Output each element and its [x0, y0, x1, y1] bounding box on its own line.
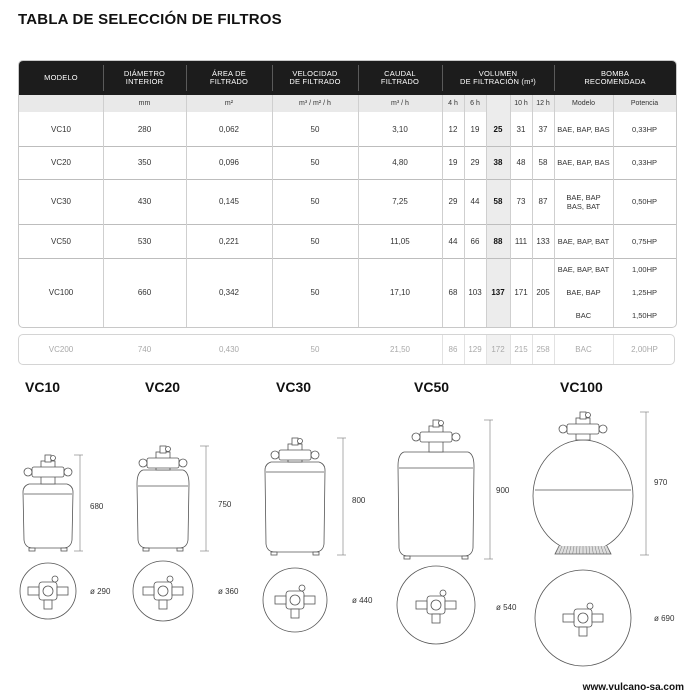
vc200-velocidad: 50 [310, 345, 320, 354]
valve-port [311, 451, 319, 459]
valve-housing [147, 458, 179, 468]
row-bomba-modelo: BAE, BAP, BAT [557, 236, 610, 246]
top-view-handle [431, 600, 441, 610]
pressure-gauge [298, 439, 303, 444]
row-diametro: 350 [137, 158, 152, 167]
valve-port [24, 468, 32, 476]
row-volumen-4: 111 [514, 236, 528, 246]
row-bomba-modelo: BAE, BAP [566, 288, 601, 297]
unit-hour-4: 10 h [514, 100, 528, 107]
top-view-gauge [440, 590, 446, 596]
height-dimension: 800 [352, 496, 366, 505]
diagram-title: VC30 [276, 379, 312, 395]
top-view-port [563, 614, 574, 622]
vc200-bomba-modelo: BAC [575, 345, 592, 354]
valve-housing [567, 424, 599, 434]
row-velocidad: 50 [310, 288, 320, 297]
row-caudal: 17,10 [389, 288, 411, 297]
top-view-handle [158, 586, 168, 596]
row-caudal: 3,10 [392, 124, 408, 134]
row-volumen-5: 87 [538, 197, 548, 206]
valve-port [412, 433, 420, 441]
header-velocidad: VELOCIDAD DE FILTRADO [289, 68, 341, 86]
row-area: 0,342 [218, 288, 240, 297]
top-view-port [592, 614, 603, 622]
top-view-port [159, 600, 167, 609]
unit-hour-5: 12 h [536, 100, 550, 107]
row-velocidad: 50 [310, 158, 320, 167]
filter-foot [177, 548, 183, 551]
page-title: TABLA DE SELECCIÓN DE FILTROS [18, 11, 282, 28]
top-view-port [416, 601, 427, 609]
row-volumen-5: 205 [536, 288, 550, 297]
filter-foot [271, 552, 277, 555]
unit-modelo-bomba: Modelo [572, 100, 595, 107]
row-volumen-1: 12 [448, 124, 458, 134]
row-volumen-2: 19 [470, 124, 480, 134]
row-volumen-3: 38 [493, 158, 503, 167]
diameter-dimension: ø 540 [496, 603, 517, 612]
row-area: 0,096 [218, 158, 240, 167]
filter-foot [404, 556, 410, 559]
height-dimension: 680 [90, 502, 104, 511]
row-bomba-potencia: 0,33HP [631, 124, 658, 134]
diameter-dimension: ø 360 [218, 587, 239, 596]
diameter-dimension: ø 290 [90, 587, 111, 596]
row-bomba-potencia: 1,00HP [631, 265, 658, 274]
filter-foot [61, 548, 67, 551]
row-volumen-2: 103 [468, 288, 482, 297]
row-volumen-1: 29 [448, 197, 458, 206]
header-bomba: BOMBA RECOMENDADA [584, 68, 646, 86]
top-view-gauge [587, 603, 593, 609]
row-bomba-modelo: BAC [575, 311, 592, 320]
row-volumen-4: 73 [516, 197, 526, 206]
website-url: www.vulcano-sa.com [582, 682, 684, 693]
height-dimension: 970 [654, 478, 668, 487]
row-model: VC10 [50, 124, 71, 134]
vc200-diametro: 740 [137, 345, 152, 354]
top-view-port [291, 609, 299, 618]
row-model: VC30 [50, 197, 71, 206]
row-volumen-4: 31 [516, 124, 526, 134]
row-volumen-3: 25 [493, 124, 503, 134]
row-bomba-potencia: 0,50HP [631, 197, 658, 206]
valve-handle [580, 412, 586, 419]
row-volumen-3: 88 [493, 236, 503, 246]
row-volumen-4: 171 [514, 288, 528, 297]
valve-port [139, 459, 147, 467]
header-area: ÁREA DE FILTRADO [209, 68, 249, 86]
header-diametro: DIÁMETRO INTERIOR [123, 68, 166, 86]
top-view-port [432, 614, 440, 623]
filter-foot [143, 548, 149, 551]
row-volumen-5: 37 [538, 124, 548, 134]
row-bomba-potencia: 1,50HP [631, 311, 658, 320]
pressure-gauge [51, 456, 56, 461]
valve-handle [45, 455, 51, 462]
top-view-handle [290, 595, 300, 605]
valve-port [559, 425, 567, 433]
top-view-port [304, 596, 315, 604]
vc200-volumen-2: 129 [468, 345, 482, 354]
top-view-handle [43, 586, 53, 596]
row-area: 0,062 [218, 124, 240, 134]
valve-port [179, 459, 187, 467]
valve-housing [420, 432, 452, 442]
row-bomba-modelo: BAE, BAP, BAS [557, 124, 610, 134]
header-modelo: MODELO [44, 72, 78, 82]
row-volumen-2: 66 [470, 236, 480, 246]
top-view-gauge [52, 576, 58, 582]
top-view-port [579, 627, 587, 636]
vc200-volumen-1: 86 [448, 345, 458, 354]
row-volumen-3: 58 [493, 197, 503, 206]
header-volumen: VOLUMEN DE FILTRACIÓN (m³) [460, 68, 536, 86]
row-diametro: 660 [137, 288, 152, 297]
valve-port [64, 468, 72, 476]
top-view-port [275, 596, 286, 604]
diameter-dimension: ø 690 [654, 614, 675, 623]
row-volumen-1: 68 [448, 288, 458, 297]
top-view-port [44, 600, 52, 609]
valve-handle [292, 438, 298, 445]
row-volumen-2: 44 [470, 197, 480, 206]
row-volumen-1: 19 [448, 158, 458, 167]
row-model: VC50 [50, 236, 71, 246]
top-view-port [172, 587, 183, 595]
vc200-bomba-potencia: 2,00HP [631, 345, 658, 354]
pressure-gauge [586, 413, 591, 418]
row-model: VC100 [48, 288, 74, 297]
height-dimension: 900 [496, 486, 510, 495]
diagram-title: VC50 [414, 379, 450, 395]
diagram-title: VC100 [560, 379, 603, 395]
row-volumen-1: 44 [448, 236, 458, 246]
top-view-port [57, 587, 68, 595]
row-volumen-5: 133 [536, 236, 550, 246]
top-view-gauge [167, 576, 173, 582]
top-view-port [28, 587, 39, 595]
row-volumen-2: 29 [470, 158, 480, 167]
header-caudal: CAUDAL FILTRADO [380, 68, 420, 86]
filter-foot [313, 552, 319, 555]
diameter-dimension: ø 440 [352, 596, 373, 605]
row-bomba-potencia: 0,75HP [631, 236, 658, 246]
valve-port [599, 425, 607, 433]
unit-hour-2: 6 h [470, 100, 480, 107]
row-diametro: 430 [137, 197, 152, 206]
unit-velocidad: m³ / m² / h [299, 100, 331, 107]
row-caudal: 4,80 [392, 158, 408, 167]
valve-port [452, 433, 460, 441]
top-view-gauge [299, 585, 305, 591]
row-bomba-modelo: BAE, BAP BAS, BAT [566, 192, 601, 211]
row-volumen-5: 58 [538, 158, 548, 167]
valve-housing [279, 450, 311, 460]
vc200-volumen-5: 258 [536, 345, 550, 354]
diagram-title: VC20 [145, 379, 181, 395]
filter-foot [462, 556, 468, 559]
row-velocidad: 50 [310, 236, 320, 246]
row-bomba-potencia: 0,33HP [631, 158, 658, 167]
top-view-port [143, 587, 154, 595]
row-diametro: 530 [137, 236, 152, 246]
filter-foot [29, 548, 35, 551]
row-velocidad: 50 [310, 124, 320, 134]
unit-potencia: Potencia [630, 100, 659, 107]
vc200-volumen-4: 215 [514, 345, 528, 354]
top-view-handle [578, 613, 588, 623]
pressure-gauge [439, 421, 444, 426]
row-bomba-modelo: BAE, BAP, BAS [557, 158, 610, 167]
row-diametro: 280 [137, 124, 152, 134]
row-area: 0,221 [218, 236, 240, 246]
row-model: VC20 [50, 158, 71, 167]
row-caudal: 11,05 [390, 236, 410, 246]
unit-hour-1: 4 h [448, 100, 458, 107]
pressure-gauge [166, 447, 171, 452]
row-bomba-potencia: 1,25HP [631, 288, 658, 297]
filter-body [137, 470, 189, 548]
row-velocidad: 50 [310, 197, 320, 206]
valve-handle [160, 446, 166, 453]
row-volumen-3: 137 [491, 288, 505, 297]
vc200-volumen-3: 172 [486, 335, 510, 364]
valve-port [271, 451, 279, 459]
valve-housing [32, 467, 64, 477]
unit-area: m² [224, 100, 234, 107]
top-view-port [445, 601, 456, 609]
row-area: 0,145 [218, 197, 240, 206]
vc200-model: VC200 [48, 345, 74, 354]
row-caudal: 7,25 [392, 197, 408, 206]
filter-body [533, 440, 633, 552]
filter-body [265, 462, 325, 552]
vc200-area: 0,430 [218, 345, 240, 354]
unit-diametro: mm [138, 100, 151, 107]
valve-handle [433, 420, 439, 427]
diagram-title: VC10 [25, 379, 61, 395]
height-dimension: 750 [218, 500, 232, 509]
vc200-caudal: 21,50 [389, 345, 411, 354]
row-volumen-4: 48 [516, 158, 526, 167]
unit-caudal: m³ / h [391, 100, 409, 107]
row-bomba-modelo: BAE, BAP, BAT [557, 265, 610, 274]
